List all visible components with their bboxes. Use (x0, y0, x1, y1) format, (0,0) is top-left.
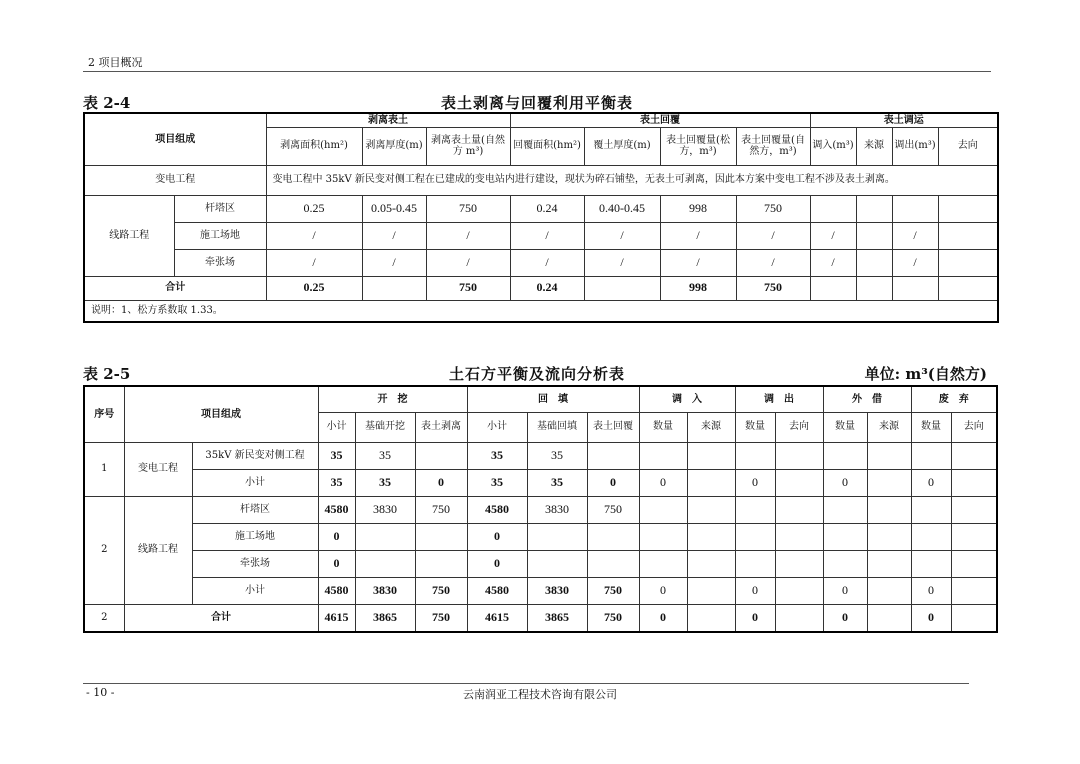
t25-col: 基础开挖 (355, 412, 415, 442)
t25-col: 数量 (735, 412, 775, 442)
t24-total-cell: 750 (426, 276, 510, 300)
t24-substation-note: 变电工程中 35kV 新民变对侧工程在已建成的变电站内进行建设，现状为碎石铺垫，无表土可剥离，因此本方案中变电工程不涉及表土剥离。 (266, 165, 998, 195)
table25-caption (83, 363, 991, 383)
t25-col: 数量 (911, 412, 951, 442)
t24-total-cell: 0.25 (266, 276, 362, 300)
t25-cell (775, 496, 823, 523)
t25-cell: 0 (318, 550, 355, 577)
t25-cell: 4580 (318, 496, 355, 523)
footer-company: 云南润亚工程技术咨询有限公司 (463, 688, 617, 701)
t25-cell (527, 523, 587, 550)
t25-head-no: 序号 (84, 386, 124, 442)
table25-unit: 单位: m³(自然方) (864, 365, 987, 383)
t25-row-name: 牵张场 (192, 550, 318, 577)
t25-total-cell (951, 604, 997, 632)
t25-cell (911, 496, 951, 523)
t25-row-name: 施工场地 (192, 523, 318, 550)
t25-cell (951, 577, 997, 604)
t24-total-cell (362, 276, 426, 300)
t25-cell: 4580 (318, 577, 355, 604)
t25-total-cell: 4615 (467, 604, 527, 632)
t24-substation-name: 变电工程 (84, 165, 266, 195)
t24-total-cell (892, 276, 938, 300)
t25-group-no: 1 (84, 442, 124, 496)
t25-cell (951, 523, 997, 550)
t24-col: 表土回覆量(松方，m³) (660, 127, 736, 165)
t25-group-borrow: 外 借 (823, 386, 911, 412)
t25-cell (639, 442, 687, 469)
t25-total-cell: 0 (823, 604, 867, 632)
t24-col: 覆土厚度(m) (584, 127, 660, 165)
t25-cell: 0 (318, 523, 355, 550)
table-row (84, 550, 997, 577)
t25-cell (867, 550, 911, 577)
t24-cell: / (266, 249, 362, 276)
t25-cell (911, 550, 951, 577)
t24-cell (856, 195, 892, 222)
t24-cell (810, 195, 856, 222)
t25-cell (775, 469, 823, 496)
t24-cell: / (810, 222, 856, 249)
t25-cell: 0 (911, 577, 951, 604)
t25-cell (775, 550, 823, 577)
t25-total-row (84, 604, 997, 632)
t24-line-group: 线路工程 (84, 195, 174, 276)
t24-col: 调出(m³) (892, 127, 938, 165)
t25-total-cell: 750 (587, 604, 639, 632)
t25-cell (415, 523, 467, 550)
t25-cell: 35 (318, 469, 355, 496)
t24-cell: / (362, 249, 426, 276)
t24-total-cell (810, 276, 856, 300)
t24-cell: / (426, 249, 510, 276)
t24-cell (856, 249, 892, 276)
t24-row-name: 杆塔区 (174, 195, 266, 222)
t25-cell (911, 442, 951, 469)
t24-cell: / (510, 222, 584, 249)
t25-cell (735, 442, 775, 469)
t25-cell (775, 523, 823, 550)
t24-total-cell (584, 276, 660, 300)
t25-cell: 35 (355, 442, 415, 469)
t24-cell: / (510, 249, 584, 276)
t25-cell (775, 577, 823, 604)
t25-cell (951, 496, 997, 523)
t25-cell: 0 (735, 469, 775, 496)
t25-cell: 35 (467, 442, 527, 469)
t25-cell: 35 (318, 442, 355, 469)
table25-title: 土石方平衡及流向分析表 (448, 365, 625, 383)
t25-cell (951, 550, 997, 577)
table-row (84, 222, 998, 249)
t25-cell: 35 (527, 469, 587, 496)
t25-col: 小计 (318, 412, 355, 442)
t24-total-cell: 0.24 (510, 276, 584, 300)
t24-total-row (84, 276, 998, 300)
t24-total-cell: 750 (736, 276, 810, 300)
t24-total-cell: 998 (660, 276, 736, 300)
t24-total-cell (938, 276, 998, 300)
t24-cell (938, 249, 998, 276)
t25-cell: 750 (415, 577, 467, 604)
t25-cell (867, 496, 911, 523)
t24-cell (938, 195, 998, 222)
t25-cell (867, 577, 911, 604)
t25-cell: 0 (823, 577, 867, 604)
t25-col: 数量 (823, 412, 867, 442)
table-row (84, 442, 997, 469)
t25-group-no: 2 (84, 496, 124, 604)
t25-cell (355, 523, 415, 550)
t24-cell: / (660, 222, 736, 249)
t25-cell (527, 550, 587, 577)
t24-row-name: 施工场地 (174, 222, 266, 249)
t25-cell: 750 (587, 577, 639, 604)
t25-cell (823, 442, 867, 469)
t25-cell (735, 550, 775, 577)
t25-cell (867, 523, 911, 550)
table-row (84, 577, 997, 604)
t24-note: 说明：1、松方系数取 1.33。 (84, 300, 998, 322)
t25-total-cell: 750 (415, 604, 467, 632)
t24-cell: / (736, 222, 810, 249)
t25-cell (355, 550, 415, 577)
t25-total-cell (867, 604, 911, 632)
t25-col: 小计 (467, 412, 527, 442)
t25-cell: 0 (467, 523, 527, 550)
t25-cell (687, 523, 735, 550)
header-rule (83, 71, 991, 72)
t25-col: 数量 (639, 412, 687, 442)
t25-cell (415, 550, 467, 577)
t25-cell: 35 (467, 469, 527, 496)
t25-cell (687, 577, 735, 604)
t25-total-cell: 4615 (318, 604, 355, 632)
t25-total-cell: 3865 (527, 604, 587, 632)
t25-cell: 3830 (527, 577, 587, 604)
t25-cell: 0 (911, 469, 951, 496)
t24-cell: / (892, 222, 938, 249)
t25-cell: 3830 (527, 496, 587, 523)
t24-cell: / (426, 222, 510, 249)
t24-col: 剥离面积(hm²) (266, 127, 362, 165)
t25-total-label: 合计 (124, 604, 318, 632)
t24-cell (938, 222, 998, 249)
t25-cell: 750 (587, 496, 639, 523)
t24-cell: 750 (736, 195, 810, 222)
t25-cell: 35 (355, 469, 415, 496)
t25-cell: 0 (587, 469, 639, 496)
t24-col: 调入(m³) (810, 127, 856, 165)
t24-cell: 998 (660, 195, 736, 222)
t24-cell: 0.40-0.45 (584, 195, 660, 222)
t25-group-excavate: 开 挖 (318, 386, 467, 412)
t25-row-name: 小计 (192, 577, 318, 604)
t24-col: 去向 (938, 127, 998, 165)
table24-title: 表土剥离与回覆利用平衡表 (440, 94, 633, 112)
t25-total-cell: 0 (639, 604, 687, 632)
t24-col: 剥离厚度(m) (362, 127, 426, 165)
t25-group-name: 线路工程 (124, 496, 192, 604)
t24-group-transfer: 表土调运 (810, 113, 998, 127)
t24-group-strip: 剥离表土 (266, 113, 510, 127)
t25-cell (415, 442, 467, 469)
t25-cell: 0 (415, 469, 467, 496)
t25-col: 基础回填 (527, 412, 587, 442)
t25-col: 去向 (775, 412, 823, 442)
table25-label: 表 2-5 (83, 365, 131, 383)
t25-cell (639, 523, 687, 550)
t25-group-name: 变电工程 (124, 442, 192, 496)
table24-label: 表 2-4 (83, 94, 131, 112)
t24-col: 表土回覆量(自然方，m³) (736, 127, 810, 165)
running-header: 2 项目概况 (88, 56, 143, 69)
footer-rule (83, 683, 969, 684)
t24-cell: / (362, 222, 426, 249)
t25-cell: 0 (467, 550, 527, 577)
t25-cell (911, 523, 951, 550)
t24-cell: / (266, 222, 362, 249)
t25-cell: 0 (639, 577, 687, 604)
t25-group-waste: 废 弃 (911, 386, 997, 412)
t25-cell: 0 (735, 577, 775, 604)
t24-col: 剥离表土量(自然方 m³) (426, 127, 510, 165)
t25-cell (687, 469, 735, 496)
t24-cell: 0.25 (266, 195, 362, 222)
t24-cell: / (892, 249, 938, 276)
t24-cell: / (736, 249, 810, 276)
t25-total-no: 2 (84, 604, 124, 632)
t25-row-name: 35kV 新民变对侧工程 (192, 442, 318, 469)
t25-cell (867, 469, 911, 496)
table-row (84, 195, 998, 222)
t25-col: 去向 (951, 412, 997, 442)
t25-total-cell: 0 (735, 604, 775, 632)
t25-cell: 4580 (467, 577, 527, 604)
t25-cell (823, 496, 867, 523)
t25-cell: 750 (415, 496, 467, 523)
t24-cell (856, 222, 892, 249)
t24-cell: 0.05-0.45 (362, 195, 426, 222)
t25-group-in: 调 入 (639, 386, 735, 412)
t25-cell: 35 (527, 442, 587, 469)
table-row (84, 523, 997, 550)
t25-row-name: 小计 (192, 469, 318, 496)
t25-cell (823, 523, 867, 550)
t24-cell: / (660, 249, 736, 276)
t25-cell (687, 442, 735, 469)
t25-col: 表土回覆 (587, 412, 639, 442)
t25-col: 来源 (867, 412, 911, 442)
t25-total-cell (775, 604, 823, 632)
t25-cell: 4580 (467, 496, 527, 523)
t25-total-cell (687, 604, 735, 632)
t25-total-cell: 0 (911, 604, 951, 632)
t25-cell (639, 550, 687, 577)
t24-col: 来源 (856, 127, 892, 165)
t25-cell: 3830 (355, 577, 415, 604)
t24-head-item: 项目组成 (84, 113, 266, 165)
table-row (84, 249, 998, 276)
t25-cell (735, 496, 775, 523)
t24-cell: / (584, 222, 660, 249)
t25-col: 表土剥离 (415, 412, 467, 442)
t24-cell: 0.24 (510, 195, 584, 222)
t24-row-name: 牵张场 (174, 249, 266, 276)
table24-caption (83, 92, 991, 112)
t25-cell (867, 442, 911, 469)
t25-cell (823, 550, 867, 577)
t25-head-item: 项目组成 (124, 386, 318, 442)
t25-cell: 3830 (355, 496, 415, 523)
t25-total-cell: 3865 (355, 604, 415, 632)
t24-total-cell (856, 276, 892, 300)
table-row (84, 469, 997, 496)
table-2-4 (83, 112, 999, 323)
table-2-5 (83, 385, 998, 633)
page-number: - 10 - (86, 686, 115, 699)
t25-cell (775, 442, 823, 469)
t25-row-name: 杆塔区 (192, 496, 318, 523)
t25-col: 来源 (687, 412, 735, 442)
table-row (84, 496, 997, 523)
t24-cell: 750 (426, 195, 510, 222)
t24-col: 回覆面积(hm²) (510, 127, 584, 165)
t25-cell (735, 523, 775, 550)
t24-cell: / (584, 249, 660, 276)
t24-group-restore: 表土回覆 (510, 113, 810, 127)
t25-cell: 0 (823, 469, 867, 496)
t25-cell (639, 496, 687, 523)
t24-cell: / (810, 249, 856, 276)
t25-cell (587, 550, 639, 577)
t24-total-label: 合计 (84, 276, 266, 300)
t24-cell (892, 195, 938, 222)
t25-group-out: 调 出 (735, 386, 823, 412)
t25-cell (687, 550, 735, 577)
t25-cell: 0 (639, 469, 687, 496)
t25-cell (587, 442, 639, 469)
t25-cell (951, 469, 997, 496)
t25-cell (587, 523, 639, 550)
t25-group-fill: 回 填 (467, 386, 639, 412)
t25-cell (951, 442, 997, 469)
t25-cell (687, 496, 735, 523)
